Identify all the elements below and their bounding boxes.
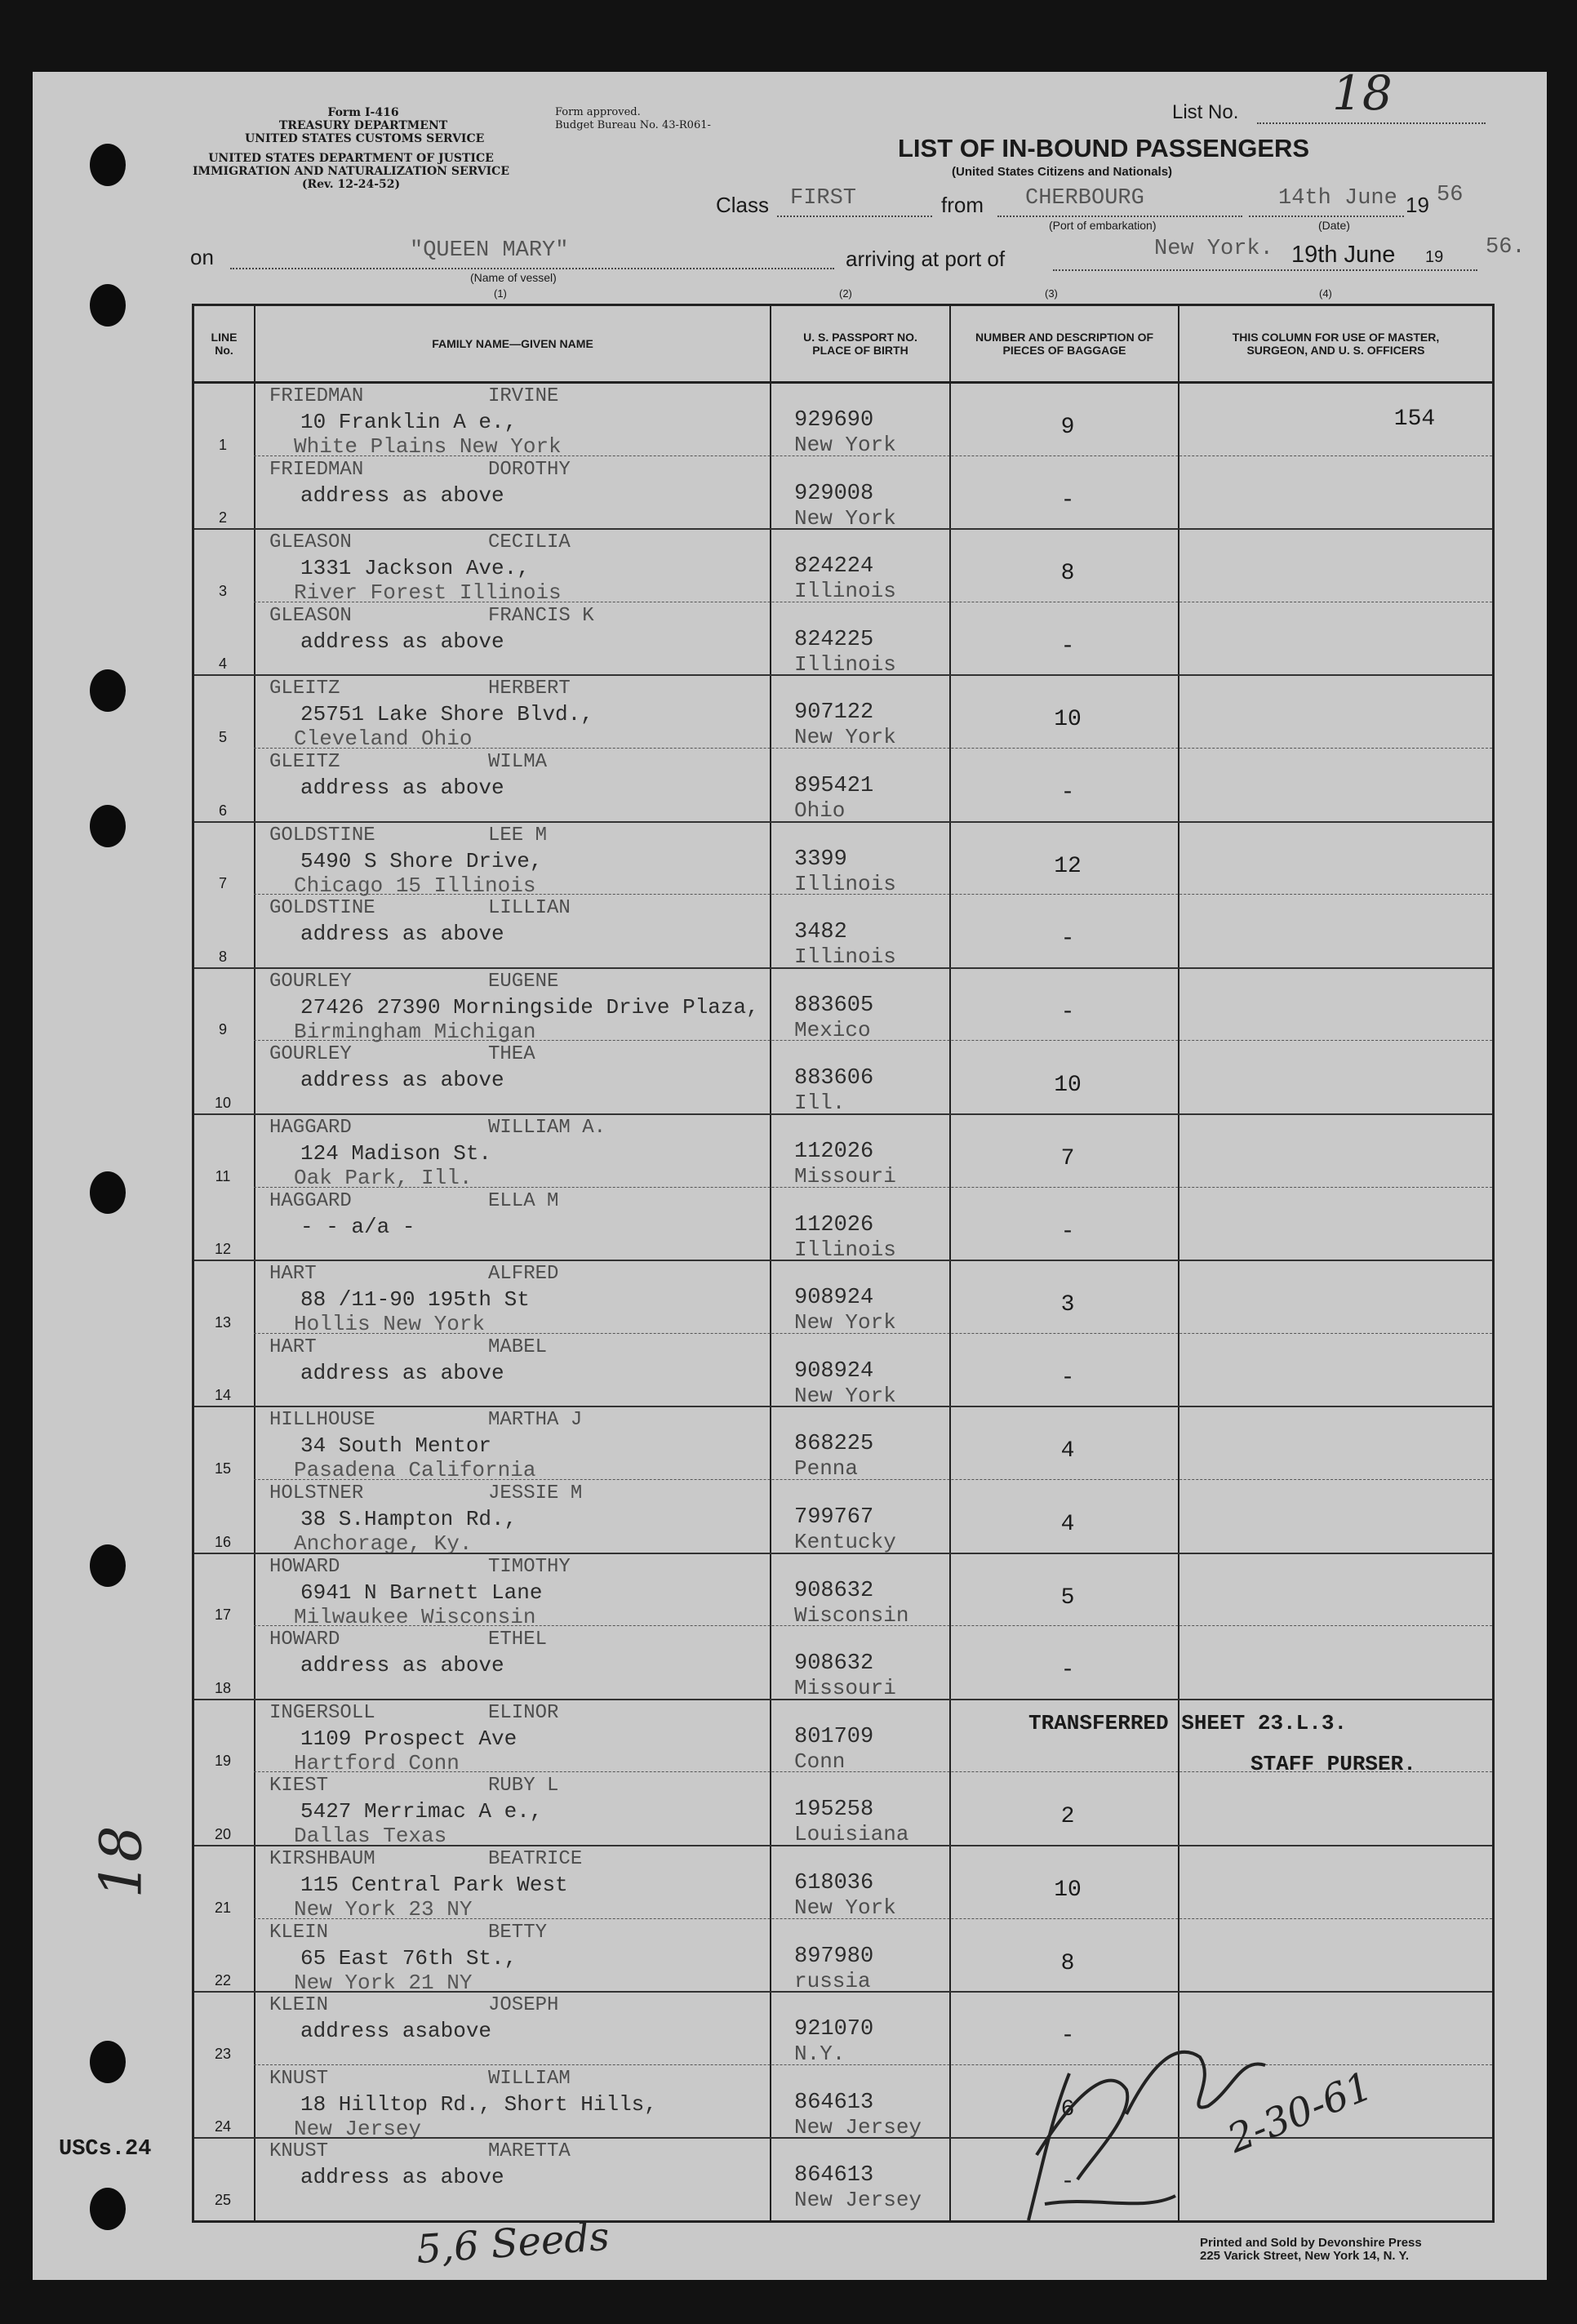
- given-name: IRVINE: [488, 385, 559, 407]
- table-row: [194, 457, 1492, 531]
- treasury-department: TREASURY DEPARTMENT: [278, 119, 448, 132]
- arrival-year: 56.: [1486, 235, 1526, 260]
- family-name: GLEASON: [269, 604, 352, 627]
- line-number: 8: [218, 948, 227, 965]
- header-line-no: LINE No.: [211, 331, 238, 357]
- budget-bureau: Budget Bureau No. 43-R061-: [555, 119, 711, 131]
- address-line-1: 10 Franklin A e.,: [300, 410, 518, 434]
- family-name: INGERSOLL: [269, 1701, 375, 1724]
- margin-number: 18: [87, 1825, 155, 1899]
- given-name: WILMA: [488, 751, 548, 773]
- given-name: TIMOTHY: [488, 1555, 571, 1578]
- line-number: 22: [214, 1972, 232, 1989]
- table-row: [194, 749, 1492, 823]
- table-bottom-rule: [192, 2220, 1492, 2223]
- row-divider: [254, 1187, 1492, 1188]
- place-of-birth: New York: [794, 1310, 896, 1335]
- class-label: Class: [716, 193, 770, 217]
- printer-credit: [1200, 2237, 1422, 2263]
- address-line-2: New Jersey: [294, 2116, 422, 2141]
- baggage-count: 6: [1060, 2096, 1075, 2122]
- address-line-1: address as above: [300, 775, 504, 800]
- place-of-birth: New York: [794, 725, 896, 750]
- line-number: 4: [218, 655, 227, 673]
- table-row: [194, 1773, 1492, 1849]
- address-line-1: 124 Madison St.: [300, 1141, 492, 1166]
- address-line-2: Oak Park, Ill.: [294, 1166, 473, 1190]
- place-of-birth: Illinois: [794, 944, 896, 970]
- given-name: RUBY L: [488, 1775, 559, 1797]
- row-divider: [254, 1918, 1492, 1919]
- line-number: 10: [214, 1094, 232, 1111]
- address-line-2: Hollis New York: [294, 1312, 486, 1337]
- header-baggage: NUMBER AND DESCRIPTION OF PIECES OF BAGGAGE: [975, 331, 1154, 357]
- given-name: HERBERT: [488, 678, 571, 700]
- address-line-2: White Plains New York: [294, 434, 562, 459]
- punch-hole: [90, 1171, 126, 1214]
- baggage-count: -: [1060, 1658, 1075, 1684]
- given-name: LILLIAN: [488, 897, 571, 920]
- address-line-2: Dallas Texas: [294, 1824, 447, 1849]
- passport-number: 824225: [794, 627, 874, 652]
- address-line-2: New York 23 NY: [294, 1897, 473, 1922]
- line-number: 6: [218, 802, 227, 819]
- punch-hole: [90, 2041, 126, 2083]
- address-line-2: Chicago 15 Illinois: [294, 873, 536, 898]
- address-line-1: 1109 Prospect Ave: [300, 1726, 518, 1751]
- place-of-birth: Penna: [794, 1456, 859, 1482]
- from-value: CHERBOURG: [1025, 186, 1144, 211]
- place-of-birth: russia: [794, 1968, 871, 1993]
- baggage-count: 4: [1060, 1512, 1075, 1537]
- baggage-count: 8: [1060, 561, 1075, 587]
- vessel-line: [230, 268, 834, 269]
- officer-signature: [996, 1992, 1339, 2237]
- address-line-1: address as above: [300, 1068, 504, 1093]
- passport-number: 824224: [794, 554, 874, 580]
- header-passport: U. S. PASSPORT NO. PLACE OF BIRTH: [803, 331, 917, 357]
- table-row: [194, 1335, 1492, 1408]
- baggage-count: 10: [1054, 1877, 1082, 1903]
- family-name: HOLSTNER: [269, 1482, 364, 1504]
- line-number: 20: [214, 1825, 232, 1842]
- line-number: 17: [214, 1606, 232, 1624]
- table-row: [194, 384, 1492, 457]
- header-officers: THIS COLUMN FOR USE OF MASTER, SURGEON, AND U. S. OFFICERS: [1232, 331, 1440, 357]
- passport-number: 112026: [794, 1212, 874, 1238]
- line-number: 24: [214, 2118, 232, 2135]
- place-of-birth: Illinois: [794, 1237, 896, 1262]
- table-row: [194, 530, 1492, 606]
- row-divider: [254, 894, 1492, 895]
- family-name: FRIEDMAN: [269, 458, 364, 481]
- family-name: KNUST: [269, 2067, 329, 2090]
- given-name: MABEL: [488, 1335, 548, 1358]
- place-of-birth: New Jersey: [794, 2114, 922, 2140]
- class-value: FIRST: [790, 186, 857, 211]
- table-row: [194, 1481, 1492, 1554]
- family-name: GOURLEY: [269, 1043, 352, 1066]
- given-name: LEE M: [488, 824, 548, 847]
- arriving-label: arriving at port of: [846, 247, 1006, 271]
- passport-number: 868225: [794, 1432, 874, 1457]
- given-name: MARETTA: [488, 2140, 571, 2163]
- family-name: GLEASON: [269, 531, 352, 554]
- table-row: [194, 1261, 1492, 1335]
- table-row: [194, 1920, 1492, 1993]
- form-number: Form I-416: [327, 106, 399, 119]
- line-number: 23: [214, 2045, 232, 2062]
- signature-date: 2-30-61: [1221, 2063, 1379, 2162]
- passport-number: 908924: [794, 1358, 874, 1384]
- baggage-count: -: [1060, 1365, 1075, 1391]
- baggage-count: -: [1060, 487, 1075, 513]
- purser-stamp: STAFF PURSER.: [1250, 1752, 1416, 1776]
- arrival-year-prefix: 19: [1425, 248, 1444, 266]
- given-name: BETTY: [488, 1921, 548, 1944]
- family-name: GLEITZ: [269, 678, 340, 700]
- table-row: [194, 895, 1492, 969]
- baggage-count: 10: [1054, 707, 1082, 733]
- given-name: WILLIAM: [488, 2067, 571, 2090]
- baggage-count: 3: [1060, 1292, 1075, 1318]
- passenger-table: [192, 304, 1495, 2223]
- address-line-1: 25751 Lake Shore Blvd.,: [300, 702, 593, 727]
- place-of-birth: Mexico: [794, 1017, 871, 1042]
- passport-number: 921070: [794, 2017, 874, 2042]
- address-line-1: address asabove: [300, 2019, 492, 2044]
- place-of-birth: New York: [794, 505, 896, 531]
- bottom-handwriting: 5,6 Seeds: [415, 2213, 611, 2273]
- line-number: 18: [214, 1679, 232, 1696]
- family-name: KIRSHBAUM: [269, 1848, 375, 1870]
- passport-number: 929008: [794, 481, 874, 506]
- punch-hole: [90, 144, 126, 186]
- passport-number: 883606: [794, 1066, 874, 1091]
- vessel-value: "QUEEN MARY": [410, 238, 569, 263]
- punch-hole: [90, 805, 126, 847]
- address-line-1: - - a/a -: [300, 1214, 415, 1239]
- passport-number: 618036: [794, 1871, 874, 1895]
- family-name: KIEST: [269, 1775, 329, 1797]
- passport-number: 907122: [794, 700, 874, 726]
- passport-number: 195258: [794, 1797, 874, 1823]
- address-line-1: 34 South Mentor: [300, 1433, 492, 1459]
- baggage-count: -: [1060, 780, 1075, 806]
- table-row: [194, 969, 1492, 1042]
- place-of-birth: New York: [794, 1383, 896, 1408]
- family-name: GOLDSTINE: [269, 824, 375, 847]
- line-number: 19: [214, 1753, 232, 1770]
- family-name: HOWARD: [269, 1629, 340, 1651]
- place-of-birth: New York: [794, 433, 896, 457]
- given-name: WILLIAM A.: [488, 1117, 606, 1139]
- line-number: 11: [215, 1167, 231, 1184]
- place-of-birth: Kentucky: [794, 1530, 896, 1554]
- line-number: 21: [214, 1899, 232, 1916]
- form-revision: (Rev. 12-24-52): [301, 178, 401, 191]
- row-divider: [194, 1406, 1492, 1407]
- officer-note: 154: [1393, 407, 1436, 432]
- table-row: [194, 1189, 1492, 1262]
- given-name: ELINOR: [488, 1701, 559, 1724]
- place-of-birth: Louisiana: [794, 1822, 909, 1847]
- address-line-1: address as above: [300, 922, 504, 947]
- address-line-2: Milwaukee Wisconsin: [294, 1604, 536, 1629]
- vessel-caption: (Name of vessel): [470, 271, 557, 284]
- line-number: 9: [218, 1021, 227, 1038]
- row-divider: [254, 1040, 1492, 1041]
- port-caption: (Port of embarkation): [1049, 219, 1157, 232]
- passport-number: 3482: [794, 920, 847, 945]
- justice-block: [184, 152, 518, 191]
- place-of-birth: Illinois: [794, 871, 896, 896]
- row-divider: [194, 528, 1492, 530]
- address-line-2: Anchorage, Ky.: [294, 1531, 473, 1556]
- line-number: 5: [218, 728, 227, 745]
- address-line-1: 65 East 76th St.,: [300, 1945, 518, 1971]
- row-divider: [194, 1845, 1492, 1846]
- line-number: 15: [214, 1460, 232, 1477]
- row-divider: [194, 821, 1492, 823]
- year-prefix: 19: [1406, 193, 1429, 217]
- date-line: [1249, 216, 1404, 217]
- passport-number: 908924: [794, 1286, 874, 1311]
- row-divider: [254, 455, 1492, 456]
- passport-number: 895421: [794, 774, 874, 798]
- date-value: 14th June: [1278, 186, 1397, 211]
- treasury-block: [245, 106, 485, 145]
- family-name: GOLDSTINE: [269, 897, 375, 920]
- passport-number: 883605: [794, 993, 874, 1018]
- table-row: [194, 823, 1492, 896]
- passport-number: 864613: [794, 2090, 874, 2115]
- baggage-count: 9: [1060, 415, 1075, 440]
- on-label: on: [190, 245, 214, 269]
- approval-block: [555, 106, 767, 132]
- printer-name: Printed and Sold by Devonshire Press: [1200, 2236, 1422, 2250]
- punch-hole: [90, 2188, 126, 2230]
- address-line-1: 38 S.Hampton Rd.,: [300, 1507, 518, 1531]
- address-line-1: 27426 27390 Morningside Drive Plaza,: [300, 994, 759, 1020]
- arrival-port: New York.: [1154, 237, 1273, 261]
- address-line-1: address as above: [300, 1653, 504, 1678]
- address-line-2: New York 21 NY: [294, 1970, 473, 1995]
- baggage-count: -: [1060, 1219, 1075, 1245]
- given-name: THEA: [488, 1043, 535, 1066]
- form-title: LIST OF IN-BOUND PASSENGERS: [898, 134, 1310, 162]
- place-of-birth: Ill.: [794, 1091, 846, 1116]
- family-name: KLEIN: [269, 1994, 329, 2017]
- table-row: [194, 1407, 1492, 1481]
- date-caption: (Date): [1318, 219, 1350, 232]
- line-number: 12: [214, 1241, 232, 1258]
- table-row: [194, 676, 1492, 752]
- address-line-1: address as above: [300, 1360, 504, 1385]
- place-of-birth: Illinois: [794, 651, 896, 677]
- address-line-2: Pasadena California: [294, 1458, 536, 1483]
- line-number: 2: [218, 509, 227, 527]
- col-number-3: (3): [1045, 287, 1058, 300]
- printer-address: 225 Varick Street, New York 14, N. Y.: [1200, 2249, 1409, 2263]
- from-label: from: [941, 193, 984, 217]
- passport-number: 897980: [794, 1944, 874, 1969]
- table-row: [194, 1554, 1492, 1628]
- row-divider: [254, 1625, 1492, 1626]
- given-name: JESSIE M: [488, 1482, 583, 1504]
- ins-service: IMMIGRATION AND NATURALIZATION SERVICE: [193, 165, 509, 178]
- row-divider: [194, 967, 1492, 969]
- customs-service: UNITED STATES CUSTOMS SERVICE: [245, 132, 485, 145]
- place-of-birth: Missouri: [794, 1164, 896, 1189]
- baggage-count: 8: [1060, 1950, 1075, 1976]
- class-line: [777, 216, 932, 217]
- row-divider: [194, 1553, 1492, 1554]
- arrival-date: 19th June: [1291, 242, 1396, 268]
- passport-number: 112026: [794, 1140, 874, 1164]
- address-line-1: 1331 Jackson Ave.,: [300, 556, 530, 581]
- place-of-birth: Wisconsin: [794, 1602, 909, 1628]
- line-number: 1: [218, 436, 227, 453]
- line-number: 14: [214, 1387, 232, 1404]
- address-line-1: 18 Hilltop Rd., Short Hills,: [300, 2091, 657, 2117]
- table-row: [194, 1627, 1492, 1700]
- address-line-1: 115 Central Park West: [300, 1873, 568, 1897]
- row-divider: [194, 1260, 1492, 1261]
- line-number: 3: [218, 582, 227, 599]
- given-name: DOROTHY: [488, 458, 571, 481]
- list-no-label: List No.: [1172, 101, 1239, 123]
- family-name: KLEIN: [269, 1921, 329, 1944]
- address-line-1: address as above: [300, 2165, 504, 2190]
- passport-number: 864613: [794, 2163, 874, 2188]
- form-approved: Form approved.: [555, 106, 641, 118]
- row-divider: [254, 748, 1492, 749]
- table-row: [194, 603, 1492, 677]
- given-name: ELLA M: [488, 1189, 559, 1212]
- baggage-count: 2: [1060, 1804, 1075, 1830]
- side-stamp: USCs.24: [59, 2137, 152, 2162]
- punch-hole: [90, 284, 126, 327]
- family-name: HAGGARD: [269, 1117, 352, 1139]
- place-of-birth: N.Y.: [794, 2042, 846, 2067]
- year-value: 56: [1437, 183, 1464, 207]
- passport-number: 801709: [794, 1724, 874, 1749]
- family-name: HILLHOUSE: [269, 1409, 375, 1432]
- place-of-birth: Conn: [794, 1749, 846, 1774]
- place-of-birth: New Jersey: [794, 2188, 922, 2213]
- family-name: HART: [269, 1263, 317, 1286]
- punch-hole: [90, 669, 126, 712]
- row-divider: [254, 1479, 1492, 1480]
- address-line-2: Hartford Conn: [294, 1750, 460, 1775]
- punch-hole: [90, 1544, 126, 1587]
- row-divider: [254, 1333, 1492, 1334]
- family-name: GLEITZ: [269, 751, 340, 773]
- baggage-count: 7: [1060, 1146, 1075, 1171]
- table-row: [194, 1042, 1492, 1115]
- baggage-count: -: [1060, 633, 1075, 660]
- baggage-count: 10: [1054, 1073, 1082, 1099]
- given-name: JOSEPH: [488, 1994, 559, 2017]
- baggage-count: -: [1060, 926, 1075, 953]
- address-line-2: Birmingham Michigan: [294, 1019, 536, 1044]
- arrival-line: [1053, 269, 1477, 271]
- baggage-count: -: [1060, 2170, 1075, 2196]
- col-number-1: (1): [494, 287, 507, 300]
- baggage-count: -: [1060, 999, 1075, 1025]
- family-name: KNUST: [269, 2140, 329, 2163]
- family-name: HAGGARD: [269, 1189, 352, 1212]
- justice-department: UNITED STATES DEPARTMENT OF JUSTICE: [208, 152, 494, 165]
- baggage-count: -: [1060, 2024, 1075, 2050]
- passport-number: 929690: [794, 408, 874, 433]
- given-name: BEATRICE: [488, 1848, 583, 1870]
- baggage-count: 4: [1060, 1438, 1075, 1464]
- table-row: [194, 1846, 1492, 1920]
- line-number: 7: [218, 875, 227, 892]
- form-subtitle: (United States Citizens and Nationals): [952, 165, 1173, 179]
- list-no-value: 18: [1332, 65, 1393, 121]
- address-line-1: 5427 Merrimac A e.,: [300, 1799, 543, 1824]
- address-line-1: 5490 S Shore Drive,: [300, 848, 543, 873]
- place-of-birth: Missouri: [794, 1676, 896, 1701]
- given-name: CECILIA: [488, 531, 571, 554]
- passport-number: 908632: [794, 1651, 874, 1677]
- passport-number: 908632: [794, 1578, 874, 1603]
- place-of-birth: Illinois: [794, 579, 896, 604]
- address-line-2: Cleveland Ohio: [294, 727, 473, 752]
- family-name: GOURLEY: [269, 970, 352, 993]
- row-divider: [194, 1113, 1492, 1115]
- address-line-1: 88 /11-90 195th St: [300, 1287, 530, 1313]
- list-no-line: [1257, 122, 1486, 124]
- line-number: 25: [214, 2191, 232, 2208]
- place-of-birth: Ohio: [794, 798, 846, 823]
- row-divider: [194, 674, 1492, 676]
- given-name: EUGENE: [488, 970, 559, 993]
- from-line: [997, 216, 1242, 217]
- transferred-stamp: TRANSFERRED SHEET 23.L.3.: [1028, 1711, 1348, 1735]
- line-number: 13: [214, 1313, 232, 1331]
- passport-number: 3399: [794, 847, 847, 872]
- passport-number: 799767: [794, 1505, 874, 1530]
- place-of-birth: New York: [794, 1895, 896, 1920]
- row-divider: [194, 1699, 1492, 1700]
- col-number-2: (2): [839, 287, 852, 300]
- given-name: MARTHA J: [488, 1409, 583, 1432]
- address-line-1: address as above: [300, 629, 504, 654]
- family-name: HOWARD: [269, 1555, 340, 1578]
- given-name: FRANCIS K: [488, 604, 594, 627]
- col-number-4: (4): [1319, 287, 1332, 300]
- header-name: FAMILY NAME—GIVEN NAME: [432, 337, 593, 350]
- baggage-count: 12: [1054, 853, 1082, 879]
- table-row: [194, 1115, 1492, 1189]
- family-name: HART: [269, 1335, 317, 1358]
- address-line-1: 6941 N Barnett Lane: [300, 1580, 543, 1605]
- baggage-count: 5: [1060, 1584, 1075, 1611]
- given-name: ETHEL: [488, 1629, 548, 1651]
- given-name: ALFRED: [488, 1263, 559, 1286]
- address-line-2: River Forest Illinois: [294, 580, 562, 606]
- line-number: 16: [214, 1533, 232, 1550]
- family-name: FRIEDMAN: [269, 385, 364, 407]
- address-line-1: address as above: [300, 482, 504, 508]
